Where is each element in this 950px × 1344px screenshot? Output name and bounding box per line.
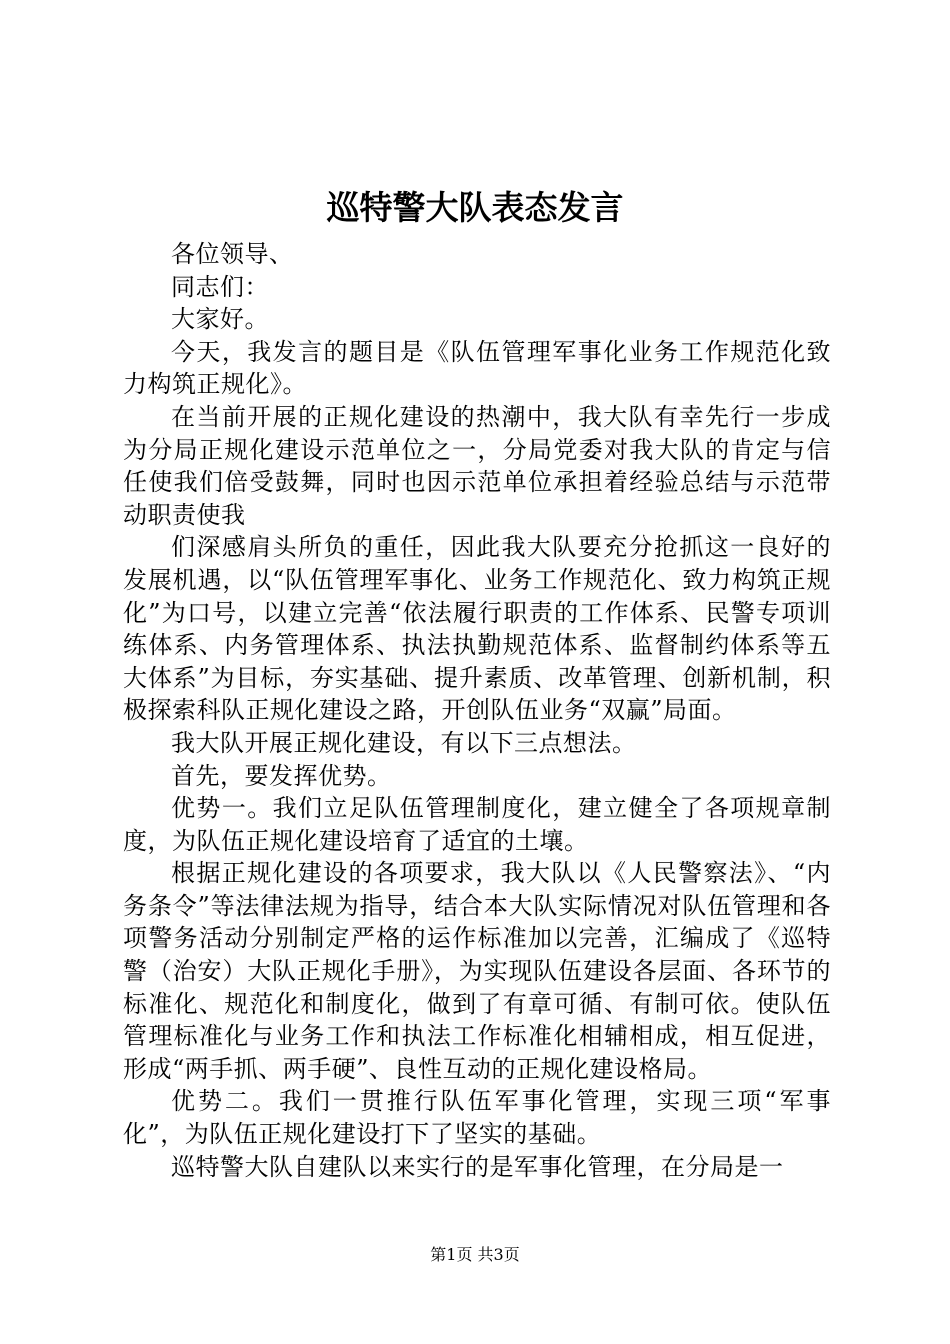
paragraph: 我大队开展正规化建设，有以下三点想法。 xyxy=(171,728,637,757)
paragraph: 今天，我发言的题目是《队伍管理军事化业务工作规范化致力构筑正规化》。 xyxy=(123,337,831,399)
paragraph: 巡特警大队自建队以来实行的是军事化管理，在分局是一 xyxy=(171,1152,784,1181)
paragraph: 同志们： xyxy=(171,272,269,301)
paragraph: 在当前开展的正规化建设的热潮中，我大队有幸先行一步成为分局正规化建设示范单位之一，分局党委对我大队的肯定与信任使我们倍受鼓舞，同时也因示范单位承担着经验总结与示范带动职责使我 xyxy=(123,402,831,529)
document-title: 巡特警大队表态发言 xyxy=(326,188,624,227)
paragraph: 大家好。 xyxy=(171,305,269,334)
paragraph: 各位领导、 xyxy=(171,240,294,268)
paragraph: 们深感肩头所负的重任，因此我大队要充分抢抓这一良好的发展机遇，以“队伍管理军事化、业务工作规范化、致力构筑正规化”为口号，以建立完善“依法履行职责的工作体系、民警专项训练体系、内务管理体系、执法执勤规范体系、监督制约体系等五大体系”为目标，夯实基础、提升素质、改革管理、创新机制，积极探索科队正规化建设之路，开创队伍业务“双赢”局面。 xyxy=(123,533,831,725)
paragraph: 根据正规化建设的各项要求，我大队以《人民警察法》、“内务条令”等法律法规为指导，结合本大队实际情况对队伍管理和各项警务活动分别制定严格的运作标准加以完善，汇编成了《巡特警（治安）大队正规化手册》，为实现队伍建设各层面、各环节的标准化、规范化和制度化，做到了有章可循、有制可依。使队伍管理标准化与业务工作和执法工作标准化相辅相成，相互促进，形成“两手抓、两手硬”、良性互动的正规化建设格局。 xyxy=(123,859,831,1083)
paragraph: 首先，要发挥优势。 xyxy=(171,761,392,790)
paragraph: 优势一。我们立足队伍管理制度化，建立健全了各项规章制度，为队伍正规化建设培育了适宜的土壤。 xyxy=(123,794,831,855)
paragraph: 优势二。我们一贯推行队伍军事化管理，实现三项“军事化”，为队伍正规化建设打下了坚实的基础。 xyxy=(123,1087,831,1149)
document-body xyxy=(123,238,831,1183)
page-number-footer: 第1页 共3页 xyxy=(430,1245,520,1264)
